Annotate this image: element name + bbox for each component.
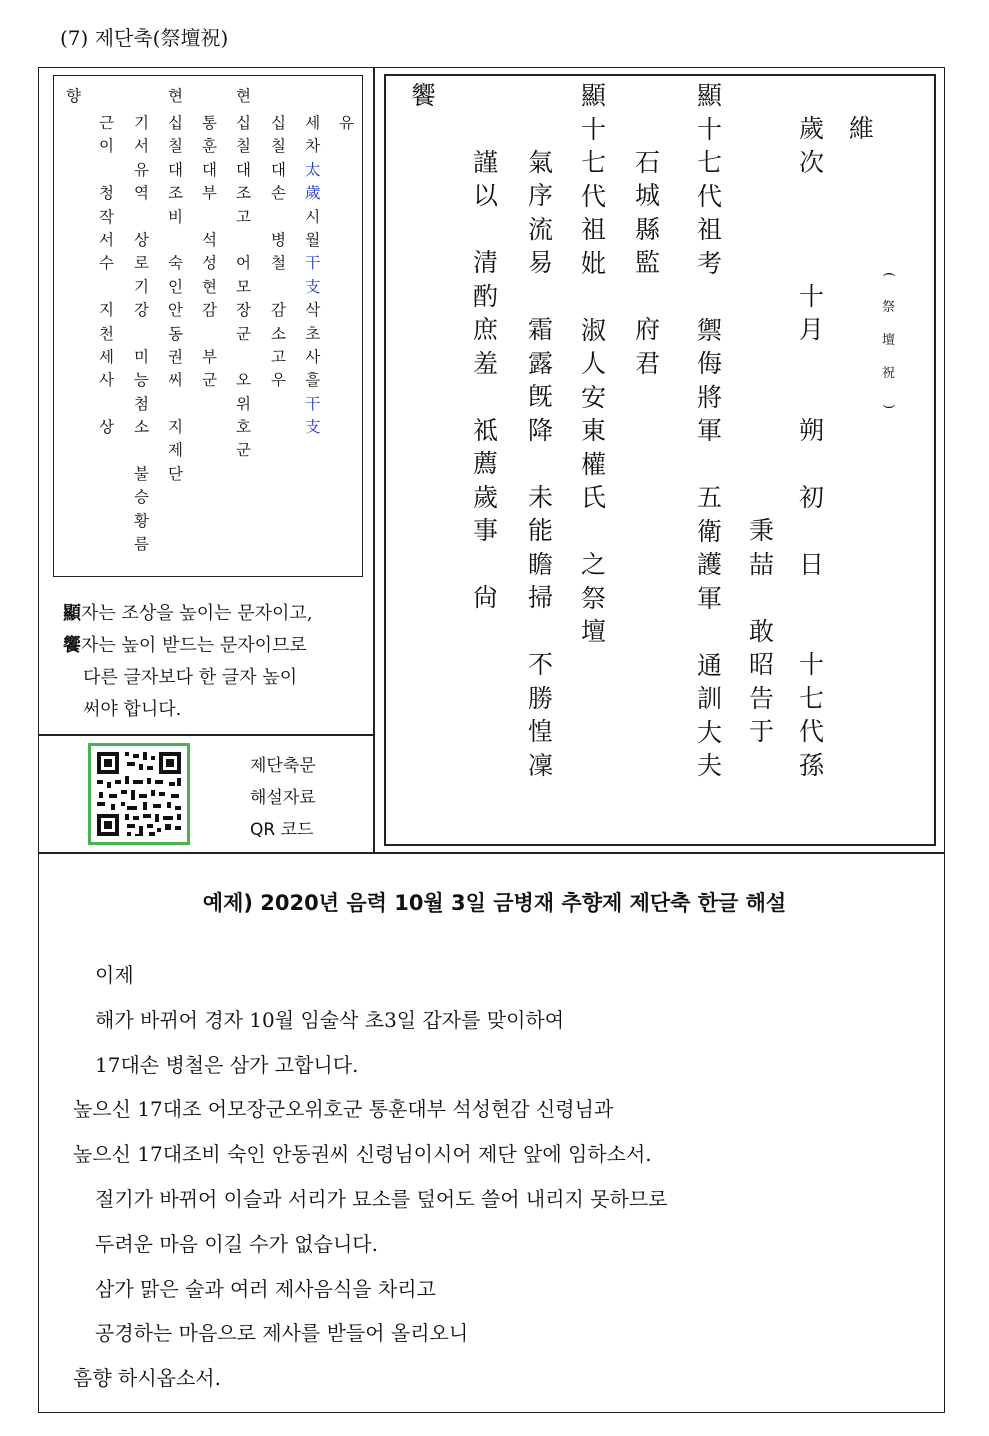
guide-column	[202, 112, 217, 393]
guide-char: 모	[236, 277, 251, 296]
guide-char: 단	[168, 464, 183, 483]
guide-char: 支	[305, 277, 321, 296]
guide-char	[139, 323, 144, 346]
hanja-char: 東	[581, 416, 607, 445]
guide-char: 干	[305, 254, 321, 273]
hanja-char: 秉	[749, 516, 775, 545]
hanja-char: 將	[697, 382, 723, 412]
guide-char: 대	[168, 160, 183, 179]
hanja-char: 壇	[581, 617, 607, 646]
hanja-char: 淑	[581, 315, 607, 345]
guide-char: 차	[305, 137, 321, 156]
guide-char	[173, 393, 178, 416]
guide-char: 대	[271, 160, 286, 179]
hanja-char: 七	[697, 148, 723, 177]
hanja-char: 清	[473, 248, 499, 277]
hanja-char: 之	[581, 550, 607, 579]
note-bold-hyang: 饗	[63, 635, 81, 656]
explanation-line: 두려운 마음 이길 수가 없습니다.	[95, 1231, 378, 1256]
side-label-char-2: 壇	[882, 333, 896, 348]
hanja-char: 霜	[528, 315, 554, 344]
guide-char: 유	[339, 114, 354, 132]
guide-char: 칠	[271, 137, 286, 156]
explanation-line: 절기가 바뀌어 이슬과 서리가 묘소를 덮어도 쓸어 내리지 못하므로	[95, 1186, 668, 1211]
qr-label	[250, 750, 316, 846]
hanja-char	[758, 112, 766, 146]
hanja-char: 歲	[473, 482, 499, 512]
guide-column	[134, 112, 149, 556]
guide-char: 대	[236, 160, 251, 179]
hanja-char: 代	[799, 717, 825, 746]
guide-char: 세	[305, 114, 321, 132]
guide-char: 우	[271, 371, 286, 390]
hanja-char	[808, 615, 816, 649]
explanation-line: 17대손 병철은 삼가 고합니다.	[95, 1052, 359, 1077]
hanja-char: 酌	[473, 281, 499, 311]
guide-char: 칠	[236, 137, 251, 156]
guide-char: 太	[305, 160, 321, 179]
hanja-column	[849, 112, 874, 146]
hanja-char	[758, 146, 766, 180]
guide-char	[207, 323, 212, 346]
guide-char: 군	[236, 324, 251, 343]
hanja-char: 能	[528, 516, 554, 545]
hanja-char	[590, 515, 598, 549]
hanja-char	[482, 380, 490, 414]
guide-char: 숙	[168, 254, 183, 273]
guide-char: 歲	[305, 184, 321, 203]
guide-char: 동	[168, 324, 183, 343]
guide-char: 서	[99, 230, 114, 249]
hanja-char	[808, 514, 816, 548]
guide-char: 손	[271, 184, 286, 203]
hanja-char: 朔	[799, 415, 825, 445]
hanja-char: 喆	[749, 549, 775, 579]
note-line-1: 자는 조상을 높이는 문자이고,	[81, 603, 313, 624]
guide-char: 강	[134, 301, 149, 320]
note-text	[63, 598, 368, 726]
guide-char: 부	[202, 184, 217, 203]
hanja-char: 侮	[697, 349, 723, 378]
qr-divider	[38, 734, 374, 736]
guide-char: 승	[134, 488, 149, 507]
hanja-char: 事	[473, 516, 499, 545]
hanja-char: 次	[799, 147, 825, 177]
guide-char: 로	[134, 254, 149, 273]
hanja-char: 祭	[581, 583, 607, 613]
hanja-char: 月	[799, 315, 825, 344]
hanja-char	[758, 581, 766, 615]
guide-char: 사	[305, 347, 321, 366]
guide-char: 십	[236, 114, 251, 132]
guide-char	[241, 346, 246, 369]
hanja-char: 代	[697, 181, 723, 211]
guide-char	[276, 276, 281, 299]
guide-char: 군	[202, 371, 217, 390]
hanja-char	[482, 213, 490, 247]
guide-char: 석	[202, 230, 217, 249]
guide-char: 작	[99, 207, 114, 226]
guide-char: 오	[236, 371, 251, 390]
explanation-line: 해가 바뀌어 경자 10월 임술삭 초3일 갑자를 맞이하여	[95, 1007, 565, 1032]
qr-label-line-1: 제단축문	[250, 756, 316, 776]
guide-char: 안	[168, 301, 183, 320]
section-divider	[38, 852, 945, 854]
guide-char: 훈	[202, 137, 217, 156]
hanja-char: 謹	[473, 147, 499, 177]
hanja-char: 祖	[697, 215, 723, 244]
hanja-char: 掃	[528, 583, 554, 612]
note-line-2: 자는 높이 받드는 문자이므로	[81, 635, 307, 656]
explanation-line: 공경하는 마음으로 제사를 받들어 올리오니	[95, 1321, 469, 1346]
hanja-char: 禦	[697, 315, 723, 345]
guide-char: 감	[271, 301, 286, 320]
guide-char	[207, 206, 212, 229]
hanja-char: 不	[528, 650, 554, 679]
explanation-line: 삼가 맑은 술과 여러 제사음식을 차리고	[95, 1276, 436, 1301]
guide-char: 군	[236, 441, 251, 460]
guide-char: 권	[168, 347, 183, 366]
hanja-char	[758, 380, 766, 414]
hanja-char: 衛	[697, 516, 723, 546]
hanja-char	[590, 280, 598, 314]
guide-char	[139, 206, 144, 229]
guide-char: 십	[271, 114, 286, 132]
hanja-char: 凜	[528, 750, 554, 780]
hanja-char	[808, 581, 816, 615]
hanja-char: 軍	[697, 416, 723, 445]
side-label-open-paren: (	[881, 271, 897, 278]
qr-code-pattern	[91, 746, 187, 842]
hanja-char	[808, 447, 816, 481]
hanja-char: 城	[635, 181, 661, 210]
hanja-char: 軍	[697, 583, 723, 613]
guide-char: 干	[305, 394, 321, 413]
hanja-char: 妣	[581, 248, 607, 278]
hanja-char: 未	[528, 482, 554, 512]
hanja-char: 維	[849, 114, 875, 143]
section-title: (7) 제단축(祭壇祝)	[60, 26, 229, 50]
hanja-char: 告	[749, 683, 775, 713]
hanja-char: 羞	[473, 348, 499, 378]
example-title: 예제) 2020년 음력 10월 3일 금병재 추향제 제단축 한글 해설	[202, 891, 787, 915]
hanja-char: 顯	[697, 81, 723, 110]
hanja-char: 通	[697, 650, 723, 680]
hanja-char	[758, 213, 766, 247]
hanja-char	[706, 280, 714, 314]
guide-char: 칠	[168, 137, 183, 156]
hanja-char: 訓	[697, 684, 723, 713]
hanja-char	[758, 347, 766, 381]
guide-char: 감	[202, 301, 217, 320]
hanja-char: 薦	[473, 449, 499, 478]
hanja-char	[808, 246, 816, 280]
hanja-column	[411, 79, 436, 113]
note-line-3: 다른 글자보다 한 글자 높이	[83, 667, 298, 688]
guide-char: 이	[99, 137, 114, 156]
guide-char: 조	[236, 184, 251, 203]
hanja-column	[581, 79, 606, 649]
side-label-char-1: 祭	[882, 300, 896, 315]
guide-char: 고	[271, 347, 286, 366]
guide-char: 상	[99, 418, 114, 437]
explanation-line: 이제	[95, 963, 134, 987]
note-bold-hyeon: 顯	[63, 603, 81, 624]
guide-char: 支	[305, 418, 321, 437]
guide-char: 흘	[305, 371, 321, 390]
guide-char: 소	[134, 418, 149, 437]
guide-column	[339, 112, 354, 135]
guide-char: 철	[271, 254, 286, 273]
hanja-char	[482, 112, 490, 146]
guide-char	[139, 439, 144, 462]
hanja-char: 降	[528, 415, 554, 445]
guide-column	[99, 112, 114, 439]
guide-char: 성	[202, 254, 217, 273]
hanja-column	[697, 79, 722, 783]
hanja-char: 旣	[528, 382, 554, 411]
hanja-char	[758, 414, 766, 448]
hanja-column	[799, 112, 824, 782]
hanja-char: 昭	[749, 650, 775, 679]
hanja-column	[749, 112, 774, 749]
hanja-char: 護	[697, 550, 723, 579]
hanja-column	[635, 112, 660, 380]
hanja-char	[758, 280, 766, 314]
hanja-char	[644, 112, 652, 146]
hanja-char: 人	[581, 349, 607, 378]
hanja-char: 大	[697, 717, 723, 747]
qr-label-line-2: 해설자료	[250, 788, 316, 808]
hanja-char: 氏	[581, 483, 607, 512]
guide-char	[173, 229, 178, 252]
guide-char: 근	[99, 114, 114, 132]
guide-char: 부	[202, 347, 217, 366]
guide-char: 씨	[168, 371, 183, 390]
guide-char: 위	[236, 394, 251, 413]
guide-header-hyeon-1: 현	[168, 87, 183, 105]
guide-column	[305, 112, 321, 439]
hanja-char: 石	[635, 147, 661, 177]
guide-char: 기	[134, 277, 149, 296]
hanja-char: 敢	[749, 616, 775, 646]
qr-label-line-3: QR 코드	[250, 820, 314, 840]
guide-char: 삭	[305, 301, 321, 320]
guide-char: 인	[168, 277, 183, 296]
guide-char: 지	[99, 301, 114, 320]
hanja-char: 初	[799, 482, 825, 512]
guide-char	[104, 276, 109, 299]
hanja-char: 夫	[697, 751, 723, 780]
hanja-char	[758, 246, 766, 280]
hanja-char: 縣	[635, 214, 661, 244]
hanja-char: 監	[635, 248, 661, 277]
hanja-char: 勝	[528, 683, 554, 713]
hanja-char	[482, 548, 490, 582]
hanja-char	[537, 112, 545, 146]
guide-char: 장	[236, 301, 251, 320]
hanja-char	[808, 347, 816, 381]
hanja-char	[808, 179, 816, 213]
hanja-char: 十	[581, 114, 607, 144]
guide-char: 천	[99, 324, 114, 343]
guide-char: 조	[168, 184, 183, 203]
hanja-char	[537, 447, 545, 481]
guide-char: 지	[168, 418, 183, 437]
explanation-line: 높으신 17대조 어모장군오위호군 통훈대부 석성현감 신령님과	[73, 1097, 614, 1122]
guide-column	[168, 112, 183, 486]
hanja-char: 祖	[581, 215, 607, 244]
guide-char: 서	[134, 137, 149, 156]
hanja-char: 十	[799, 281, 825, 311]
hanja-char: 饗	[411, 81, 437, 110]
guide-char: 청	[99, 184, 114, 203]
hanja-char: 十	[697, 114, 723, 144]
hanja-char: 氣	[528, 147, 554, 177]
hanja-column	[473, 112, 498, 615]
guide-char: 고	[236, 207, 251, 226]
hanja-char	[808, 213, 816, 247]
hanja-char	[537, 615, 545, 649]
guide-char	[241, 229, 246, 252]
hanja-char: 庶	[473, 315, 499, 344]
hanja-char	[758, 179, 766, 213]
hanja-char: 歲	[799, 114, 825, 143]
guide-char: 미	[134, 347, 149, 366]
hanja-char: 安	[581, 382, 607, 412]
hanja-char	[706, 448, 714, 482]
hanja-char: 流	[528, 214, 554, 244]
hanja-char: 五	[697, 483, 723, 512]
guide-char: 대	[202, 160, 217, 179]
hanja-char: 七	[581, 148, 607, 177]
hanja-char: 七	[799, 683, 825, 713]
guide-char: 어	[236, 254, 251, 273]
guide-char	[104, 159, 109, 182]
hanja-char	[758, 481, 766, 515]
hanja-char: 孫	[799, 750, 825, 780]
guide-char: 세	[99, 347, 114, 366]
hanja-char: 顯	[581, 81, 607, 110]
guide-char: 비	[168, 207, 183, 226]
hanja-char	[537, 280, 545, 314]
hanja-char: 考	[697, 248, 723, 278]
side-label-close-paren: )	[881, 403, 897, 410]
guide-char	[104, 393, 109, 416]
guide-char: 십	[168, 114, 183, 132]
guide-char: 통	[202, 114, 217, 132]
guide-char: 월	[305, 230, 321, 249]
qr-code[interactable]	[88, 743, 190, 845]
hanja-char: 以	[473, 181, 499, 210]
hanja-char: 露	[528, 348, 554, 378]
hanja-char	[706, 615, 714, 649]
guide-char: 름	[134, 535, 149, 554]
guide-char: 첨	[134, 394, 149, 413]
side-label-char-3: 祝	[882, 366, 896, 381]
example-explanation	[73, 957, 668, 1405]
hanja-char: 易	[528, 248, 554, 277]
guide-char: 병	[271, 230, 286, 249]
guide-char: 황	[134, 511, 149, 530]
hanja-char: 日	[799, 549, 825, 579]
hanja-char: 代	[581, 181, 607, 211]
guide-char: 호	[236, 418, 251, 437]
guide-char: 현	[202, 277, 217, 296]
guide-column	[271, 112, 286, 393]
guide-char: 초	[305, 324, 321, 343]
guide-char: 불	[134, 464, 149, 483]
explanation-line: 흠향 하시옵소서.	[73, 1366, 221, 1391]
side-label	[882, 258, 895, 423]
guide-char: 수	[99, 254, 114, 273]
guide-column	[236, 112, 251, 463]
guide-char: 유	[134, 160, 149, 179]
hanja-char	[644, 280, 652, 314]
note-line-4: 써야 합니다.	[83, 699, 182, 720]
guide-header-hyeon-2: 현	[236, 87, 251, 105]
hanja-char: 府	[635, 315, 661, 344]
hanja-char: 十	[799, 650, 825, 679]
hanja-char: 尙	[473, 583, 499, 612]
hanja-char	[808, 380, 816, 414]
explanation-line: 높으신 17대조비 숙인 안동권씨 신령님이시어 제단 앞에 임하소서.	[73, 1142, 652, 1167]
guide-char: 상	[134, 230, 149, 249]
hanja-char: 君	[635, 348, 661, 378]
hanja-char: 于	[749, 717, 775, 746]
guide-char: 시	[305, 207, 321, 226]
guide-char: 기	[134, 114, 149, 132]
hanja-char: 惶	[528, 717, 554, 746]
guide-char: 역	[134, 184, 149, 203]
hanja-char	[758, 313, 766, 347]
guide-char: 소	[271, 324, 286, 343]
guide-header-hyang: 향	[66, 87, 81, 105]
hanja-char: 祗	[473, 415, 499, 445]
guide-char: 능	[134, 371, 149, 390]
guide-char: 제	[168, 441, 183, 460]
hanja-char: 序	[528, 181, 554, 210]
guide-char	[276, 206, 281, 229]
guide-char: 사	[99, 371, 114, 390]
hanja-column	[528, 112, 553, 782]
hanja-char: 瞻	[528, 549, 554, 579]
hanja-char: 權	[581, 449, 607, 479]
hanja-char	[758, 447, 766, 481]
